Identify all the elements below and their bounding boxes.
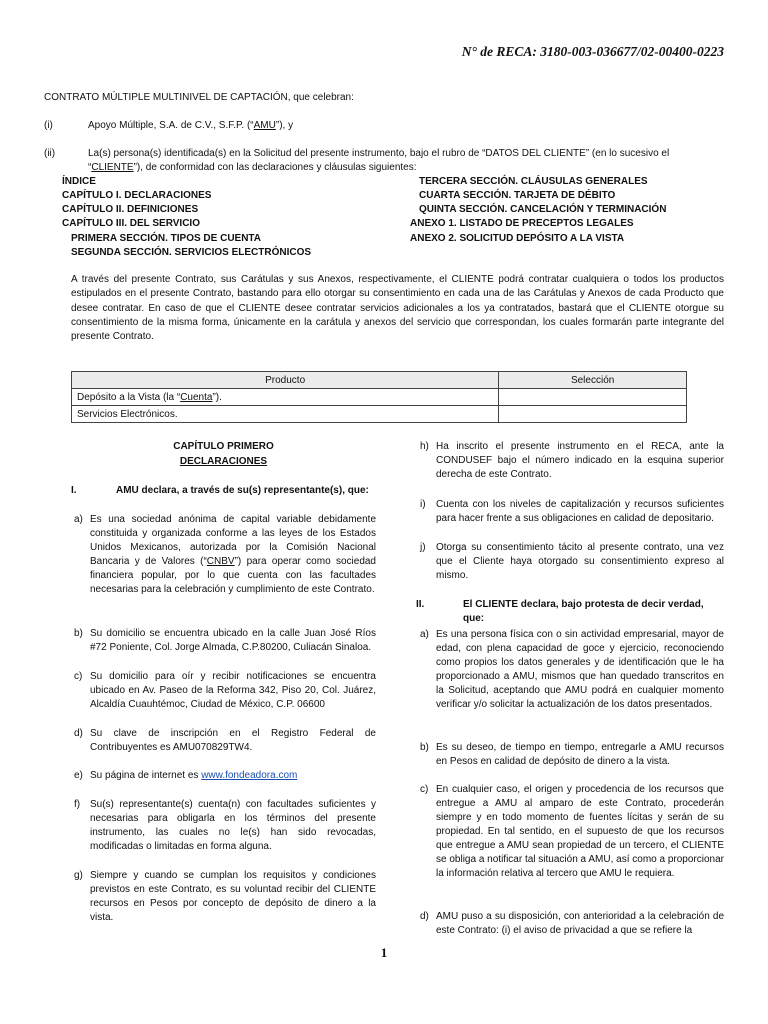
section-ii-heading: II. El CLIENTE declara, bajo protesta de decir verdad, que: [416, 599, 704, 624]
contract-intro: CONTRATO MÚLTIPLE MULTINIVEL DE CAPTACIÓN, que celebran: [44, 92, 354, 103]
declaration-item: a) Es una persona física con o sin actividad empresarial, mayor de edad, con plena capacidad de goce y ejercicio, reconociendo como propios los datos generales y de identificación que le ha proporcionado a AMU, mismos que han quedado transcritos en la Solicitud, aceptando que AMU podrá en cualquier momento verificar y/o solicitar la actualización de los datos presentados. [420, 629, 724, 710]
party-number: (ii) [44, 148, 56, 159]
party-number: (i) [44, 120, 53, 131]
header-producto: Producto [72, 372, 499, 389]
declaration-item: j) Otorga su consentimiento tácito al presente contrato, una vez que el Cliente haya otorgado su consentimiento expreso al mismo. [420, 542, 724, 581]
declaration-item: e) Su página de internet es www.fondeadora.com [74, 770, 298, 781]
defined-term-cliente: CLIENTE [91, 162, 134, 173]
declaration-item: c) Su domicilio para oír y recibir notificaciones se encuentra ubicado en Av. Paseo de la Reforma 342, Piso 20, Col. Juárez, Alcaldía Cuauhtémoc, Ciudad de México, C.P. 06600 [74, 671, 376, 710]
index-item: QUINTA SECCIÓN. CANCELACIÓN Y TERMINACIÓN [419, 204, 667, 215]
table-row [72, 389, 687, 406]
declaration-item: d) AMU puso a su disposición, con anterioridad a la celebración de este Contrato: (i) el aviso de privacidad a que se refiere la [420, 911, 724, 936]
product-cell: Depósito a la Vista (la “Cuenta”). [72, 389, 499, 406]
index-item: PRIMERA SECCIÓN. TIPOS DE CUENTA [71, 233, 262, 244]
index-item: SEGUNDA SECCIÓN. SERVICIOS ELECTRÓNICOS [71, 247, 312, 258]
selection-cell[interactable] [499, 389, 687, 406]
declaration-item: d) Su clave de inscripción en el Registro Federal de Contribuyentes es AMU070829TW4. [74, 728, 376, 753]
index-item: CUARTA SECCIÓN. TARJETA DE DÉBITO [419, 190, 616, 201]
party-ii: (ii) La(s) persona(s) identificada(s) en la Solicitud del presente instrumento, bajo el rubro de “DATOS DEL CLIENTE” (en lo sucesivo el “CLIENTE”), de conformidad con las declaraciones y cláusulas siguientes: [44, 148, 670, 173]
product-cell: Servicios Electrónicos. [72, 406, 499, 423]
declaration-item: g) Siempre y cuando se cumplan los requisitos y condiciones previstos en este Contrato, es su voluntad recibir del CLIENTE recursos en Pesos por concepto de depósito de dinero a la vista. [74, 870, 376, 923]
page-number: 1 [380, 945, 388, 960]
section-number: II. [416, 599, 425, 610]
defined-term-amu: AMU [253, 120, 276, 131]
section-number: I. [71, 485, 77, 496]
selection-cell[interactable] [499, 406, 687, 423]
chapter-title: CAPÍTULO PRIMERO [173, 441, 274, 452]
index-item: CAPÍTULO I. DECLARACIONES [62, 190, 212, 201]
header-seleccion: Selección [499, 372, 687, 389]
declaration-item: f) Su(s) representante(s) cuenta(n) con facultades suficientes y necesarias para obligarla en los términos del presente instrumento, las cuales no le(s) han sido revocadas, modificadas o limitadas en forma alguna. [74, 799, 376, 852]
declaration-item: b) Es su deseo, de tiempo en tiempo, entregarle a AMU recursos en Pesos en calidad de depósito de dinero a la vista. [420, 742, 724, 767]
chapter-subtitle: DECLARACIONES [179, 456, 268, 467]
product-table [71, 371, 687, 423]
index-item: ANEXO 1. LISTADO DE PRECEPTOS LEGALES [410, 218, 634, 229]
website-link[interactable]: www.fondeadora.com [201, 770, 298, 781]
declaration-item: i) Cuenta con los niveles de capitalización y recursos suficientes para hacer frente a sus obligaciones en calidad de depositario. [420, 499, 724, 524]
table-row [72, 406, 687, 423]
declaration-item: a) Es una sociedad anónima de capital variable debidamente constituida y organizada conforme a las leyes de los Estados Unidos Mexicanos, autorizada por la Comisión Nacional Bancaria y de Valores (“CNBV”) para operar como sociedad financiera popular, por lo que cuenta con las facultades necesarias para la celebración y cumplimiento de este Contrato. [74, 514, 376, 595]
party-i: (i) Apoyo Múltiple, S.A. de C.V., S.F.P. (“AMU”), y [44, 120, 294, 131]
reca-number: N° de RECA: 3180-003-036677/02-00400-0223 [461, 44, 724, 59]
section-i-heading: I. AMU declara, a través de su(s) representante(s), que: [71, 485, 369, 496]
declaration-item: b) Su domicilio se encuentra ubicado en la calle Juan José Ríos #72 Poniente, Col. Jorge Almada, C.P.80200, Culiacán Sinaloa. [74, 628, 376, 653]
declaration-item: c) En cualquier caso, el origen y procedencia de los recursos que entregue a AMU al amparo de este Contrato, procederán siempre y en todo momento de fuentes lícitas y serán de su propiedad. En tal sentido, en el supuesto de que los recursos que entregue a AMU sean propiedad de un tercero, el CLIENTE se obliga a notificar tal situación a AMU, así como a proporcionar la información relativa al tercero que AMU le requiera. [420, 784, 724, 879]
contract-paragraph: A través del presente Contrato, sus Carátulas y sus Anexos, respectivamente, el CLIENTE podrá contratar cualquiera o todos los productos estipulados en el presente Contrato, bastando para ello otorgar su consentimiento en cada una de las Carátulas y Anexos de cada Producto que desee contratar. En caso de que el CLIENTE desee contratar servicios adicionales a los ya contratados, bastará que el CLIENTE otorgue su consentimiento de la misma forma, únicamente en la carátula y anexos del servicio que correspondan, los cuales formarán parte integrante del presente Contrato. [71, 274, 724, 343]
index-item: CAPÍTULO III. DEL SERVICIO [62, 218, 200, 229]
defined-term-cnbv: CNBV [206, 556, 235, 567]
declaration-item: h) Ha inscrito el presente instrumento en el RECA, ante la CONDUSEF bajo el número indicado en la esquina superior derecha de este Contrato. [420, 441, 724, 480]
index-item: CAPÍTULO II. DEFINICIONES [62, 204, 199, 215]
table-header-row [72, 372, 687, 389]
defined-term-cuenta: Cuenta [180, 391, 213, 403]
index-item: TERCERA SECCIÓN. CLÁUSULAS GENERALES [419, 176, 648, 187]
index-title: ÍNDICE [62, 176, 96, 187]
index-item: ANEXO 2. SOLICITUD DEPÓSITO A LA VISTA [410, 233, 625, 244]
